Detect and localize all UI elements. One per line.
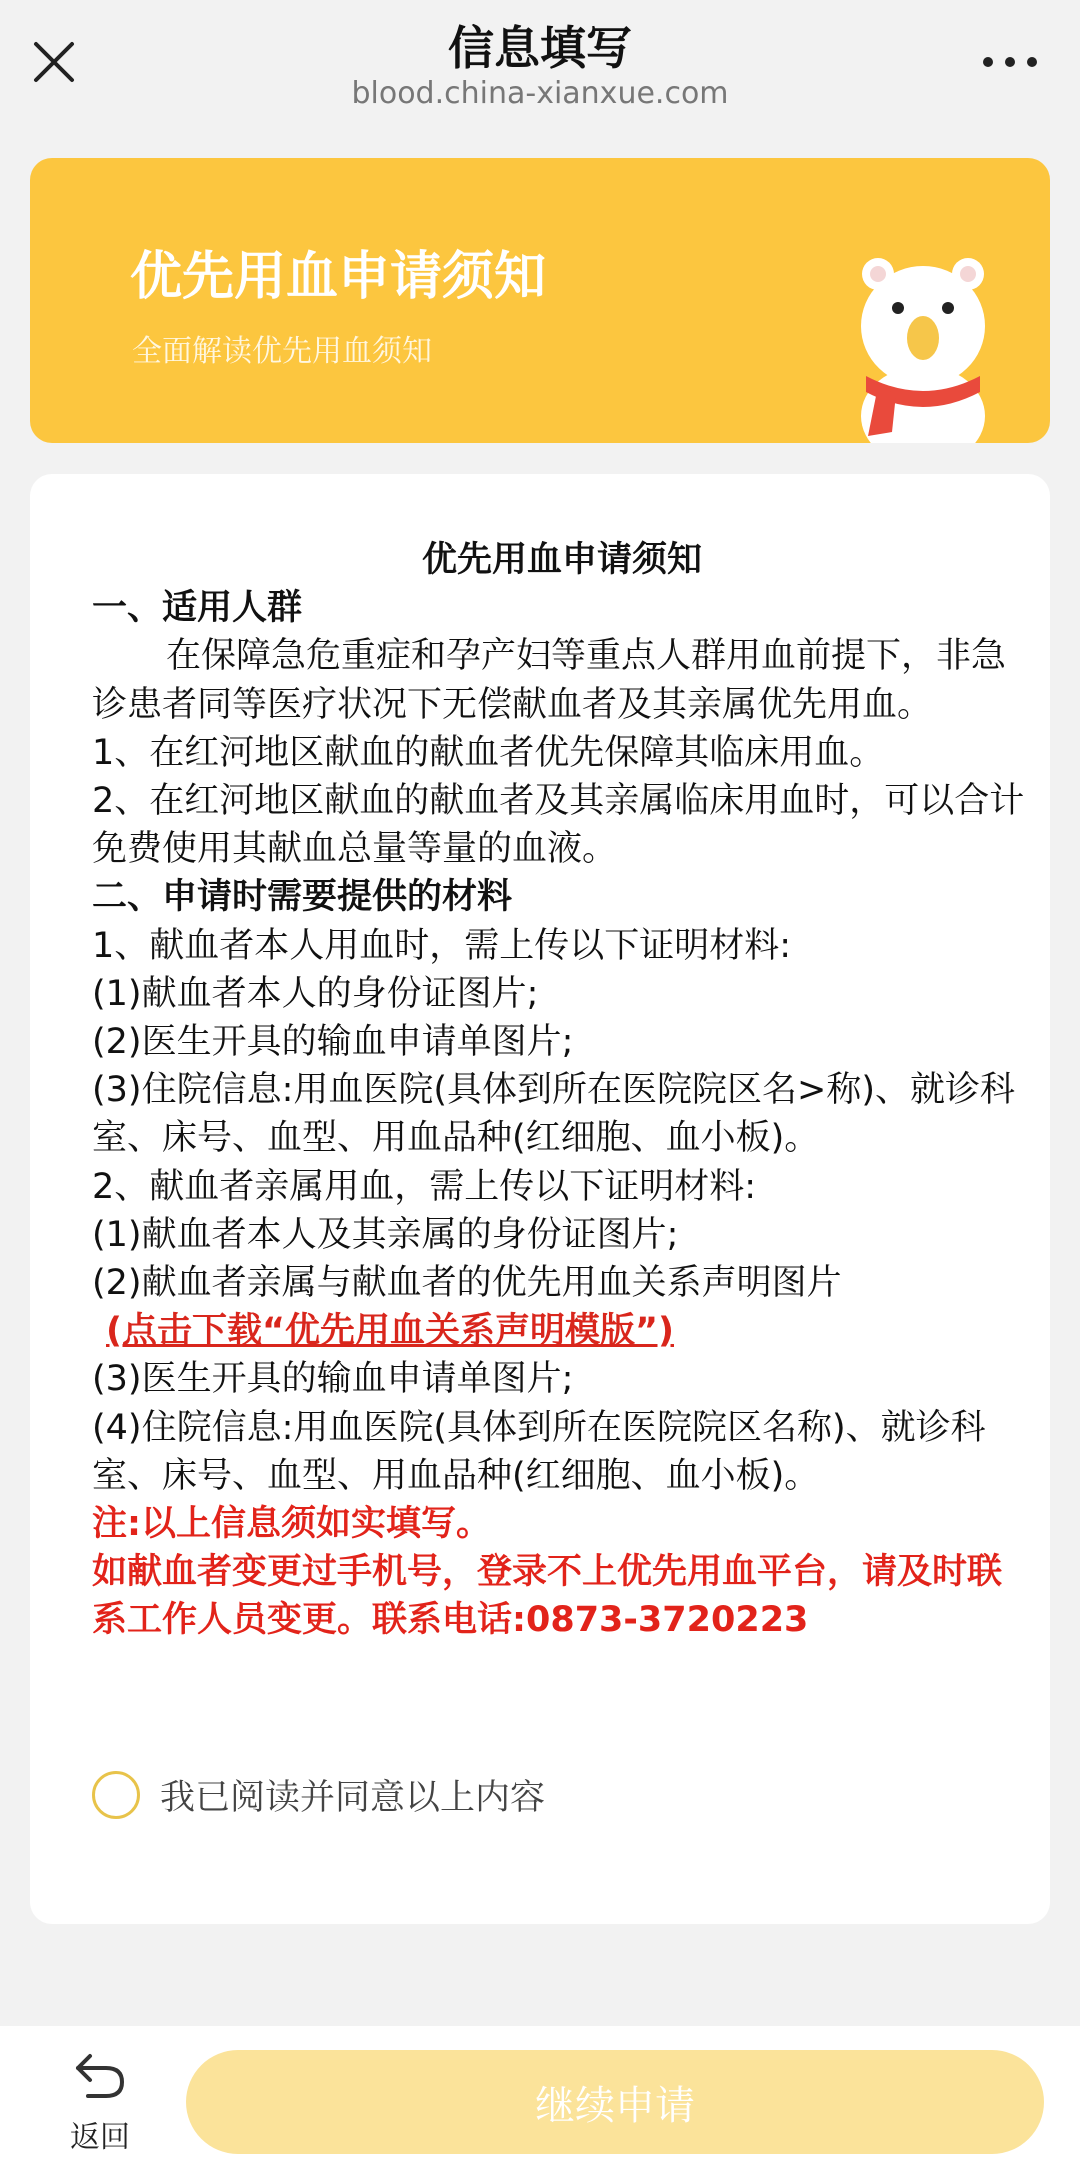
list-item: (2)献血者亲属与献血者的优先用血关系声明图片 <box>92 1263 842 1304</box>
agree-checkbox-row[interactable] <box>92 1770 545 1820</box>
agree-radio[interactable] <box>92 1771 140 1819</box>
download-template-link[interactable]: (点击下载“优先用血关系声明模版”) <box>106 1311 674 1352</box>
back-label: 返回 <box>70 2120 130 2155</box>
top-nav-bar <box>0 0 1080 130</box>
list-item: (3)医生开具的输血申请单图片; <box>92 1359 574 1400</box>
page-title: 信息填写 <box>448 21 632 75</box>
section-heading: 一、适用人群 <box>92 588 303 629</box>
list-item: 2、在红河地区献血的献血者及其亲属临床用血时，可以合计免费使用其献血总量等量的血液。 <box>92 781 1025 870</box>
list-item: (1)献血者本人及其亲属的身份证图片; <box>92 1214 679 1255</box>
more-icon[interactable] <box>980 50 1040 74</box>
section-heading: 二、申请时需要提供的材料 <box>92 877 513 918</box>
list-item: (4)住院信息:用血医院(具体到所在医院院区名称)、就诊科室、床号、血型、用血品种(红细胞、血小板)。 <box>92 1407 986 1496</box>
list-item: 1、在红河地区献血的献血者优先保障其临床用血。 <box>92 732 885 773</box>
notice-note: 注:以上信息须如实填写。 <box>92 1504 491 1545</box>
list-item: (1)献血者本人的身份证图片; <box>92 973 539 1014</box>
list-item: (2)医生开具的输血申请单图片; <box>92 1022 574 1063</box>
mascot-icon <box>848 246 998 443</box>
banner-title: 优先用血申请须知 <box>130 247 547 307</box>
bottom-action-bar <box>0 2026 1080 2171</box>
banner-subtitle: 全面解读优先用血须知 <box>132 334 432 369</box>
list-item: 1、献血者本人用血时，需上传以下证明材料: <box>92 925 792 966</box>
back-button[interactable] <box>50 2050 150 2160</box>
agree-label[interactable]: 我已阅读并同意以上内容 <box>160 1778 546 1818</box>
notice-banner <box>30 158 1050 443</box>
notice-card <box>30 474 1050 1924</box>
paragraph: 在保障急危重症和孕产妇等重点人群用血前提下，非急诊患者同等医疗状况下无偿献血者及其亲属优先用血。 <box>92 636 1007 725</box>
back-arrow-icon <box>70 2050 130 2100</box>
page-url: blood.china-xianxue.com <box>351 76 729 111</box>
notice-title: 优先用血申请须知 <box>421 540 702 580</box>
list-item: (3)住院信息:用血医院(具体到所在医院院区名>称)、就诊科室、床号、血型、用血品种(红细胞、血小板)。 <box>92 1070 1016 1159</box>
contact-note: 如献血者变更过手机号，登录不上优先用血平台，请及时联系工作人员变更。联系电话:0873-3720223 <box>92 1552 1003 1641</box>
notice-document <box>92 536 1032 1645</box>
list-item: 2、献血者亲属用血，需上传以下证明材料: <box>92 1166 757 1207</box>
continue-apply-button[interactable]: 继续申请 <box>186 2050 1044 2154</box>
